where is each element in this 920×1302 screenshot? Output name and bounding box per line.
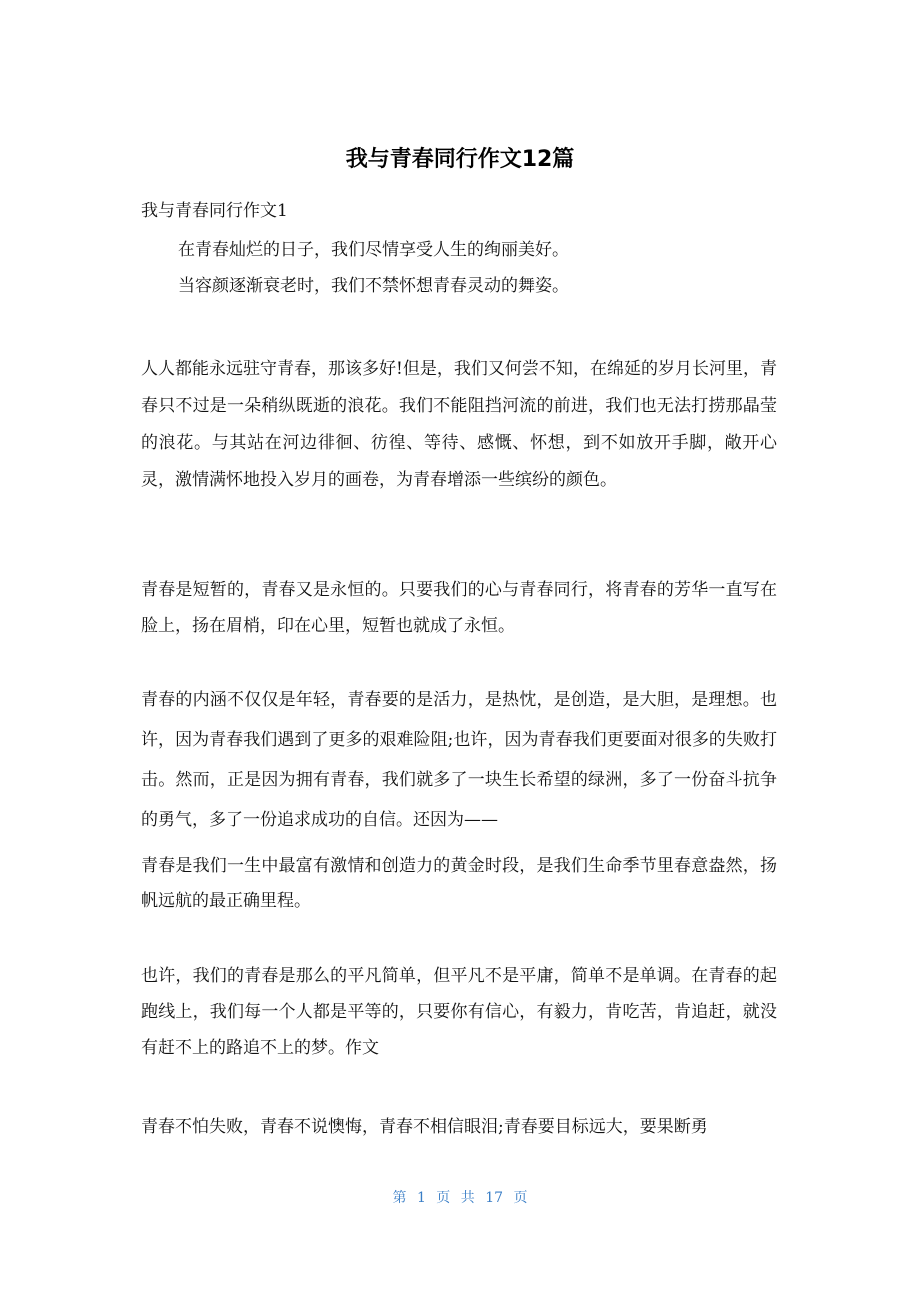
essay-heading: 我与青春同行作文1 (141, 201, 288, 221)
indented-line-2: 当容颜逐渐衰老时，我们不禁怀想青春灵动的舞姿。 (178, 276, 569, 296)
page-number-footer: 第 1 页 共 17 页 (392, 1190, 528, 1206)
paragraph-4: 青春是我们一生中最富有激情和创造力的黄金时段，是我们生命季节里春意盎然，扬帆远航的最正确里程。 (141, 856, 777, 911)
paragraph-1: 人人都能永远驻守青春，那该多好!但是，我们又何尝不知，在绵延的岁月长河里，青春只不过是一朵稍纵既逝的浪花。我们不能阻挡河流的前进，我们也无法打捞那晶莹的浪花。与其站在河边徘徊、彷徨、等待、感慨、怀想，到不如放开手脚，敞开心灵，激情满怀地投入岁月的画卷，为青春增添一些缤纷的颜色。 (141, 359, 777, 490)
paragraph-5: 也许，我们的青春是那么的平凡简单，但平凡不是平庸，简单不是单调。在青春的起跑线上，我们每一个人都是平等的，只要你有信心，有毅力，肯吃苦，肯追赶，就没有赶不上的路追不上的梦。作文 (141, 966, 777, 1058)
paragraph-6: 青春不怕失败，青春不说懊悔，青春不相信眼泪;青春要目标远大，要果断勇 (141, 1117, 708, 1137)
paragraph-2: 青春是短暂的，青春又是永恒的。只要我们的心与青春同行，将青春的芳华一直写在脸上，扬在眉梢，印在心里，短暂也就成了永恒。 (141, 580, 777, 636)
paragraph-3: 青春的内涵不仅仅是年轻，青春要的是活力，是热忱，是创造，是大胆，是理想。也许，因为青春我们遇到了更多的艰难险阻;也许，因为青春我们更要面对很多的失败打击。然而，正是因为拥有青春，我们就多了一块生长希望的绿洲，多了一份奋斗抗争的勇气，多了一份追求成功的自信。还因为—— (141, 690, 777, 830)
indented-line-1: 在青春灿烂的日子，我们尽情享受人生的绚丽美好。 (178, 240, 569, 260)
document-title: 我与青春同行作文12篇 (345, 147, 575, 172)
